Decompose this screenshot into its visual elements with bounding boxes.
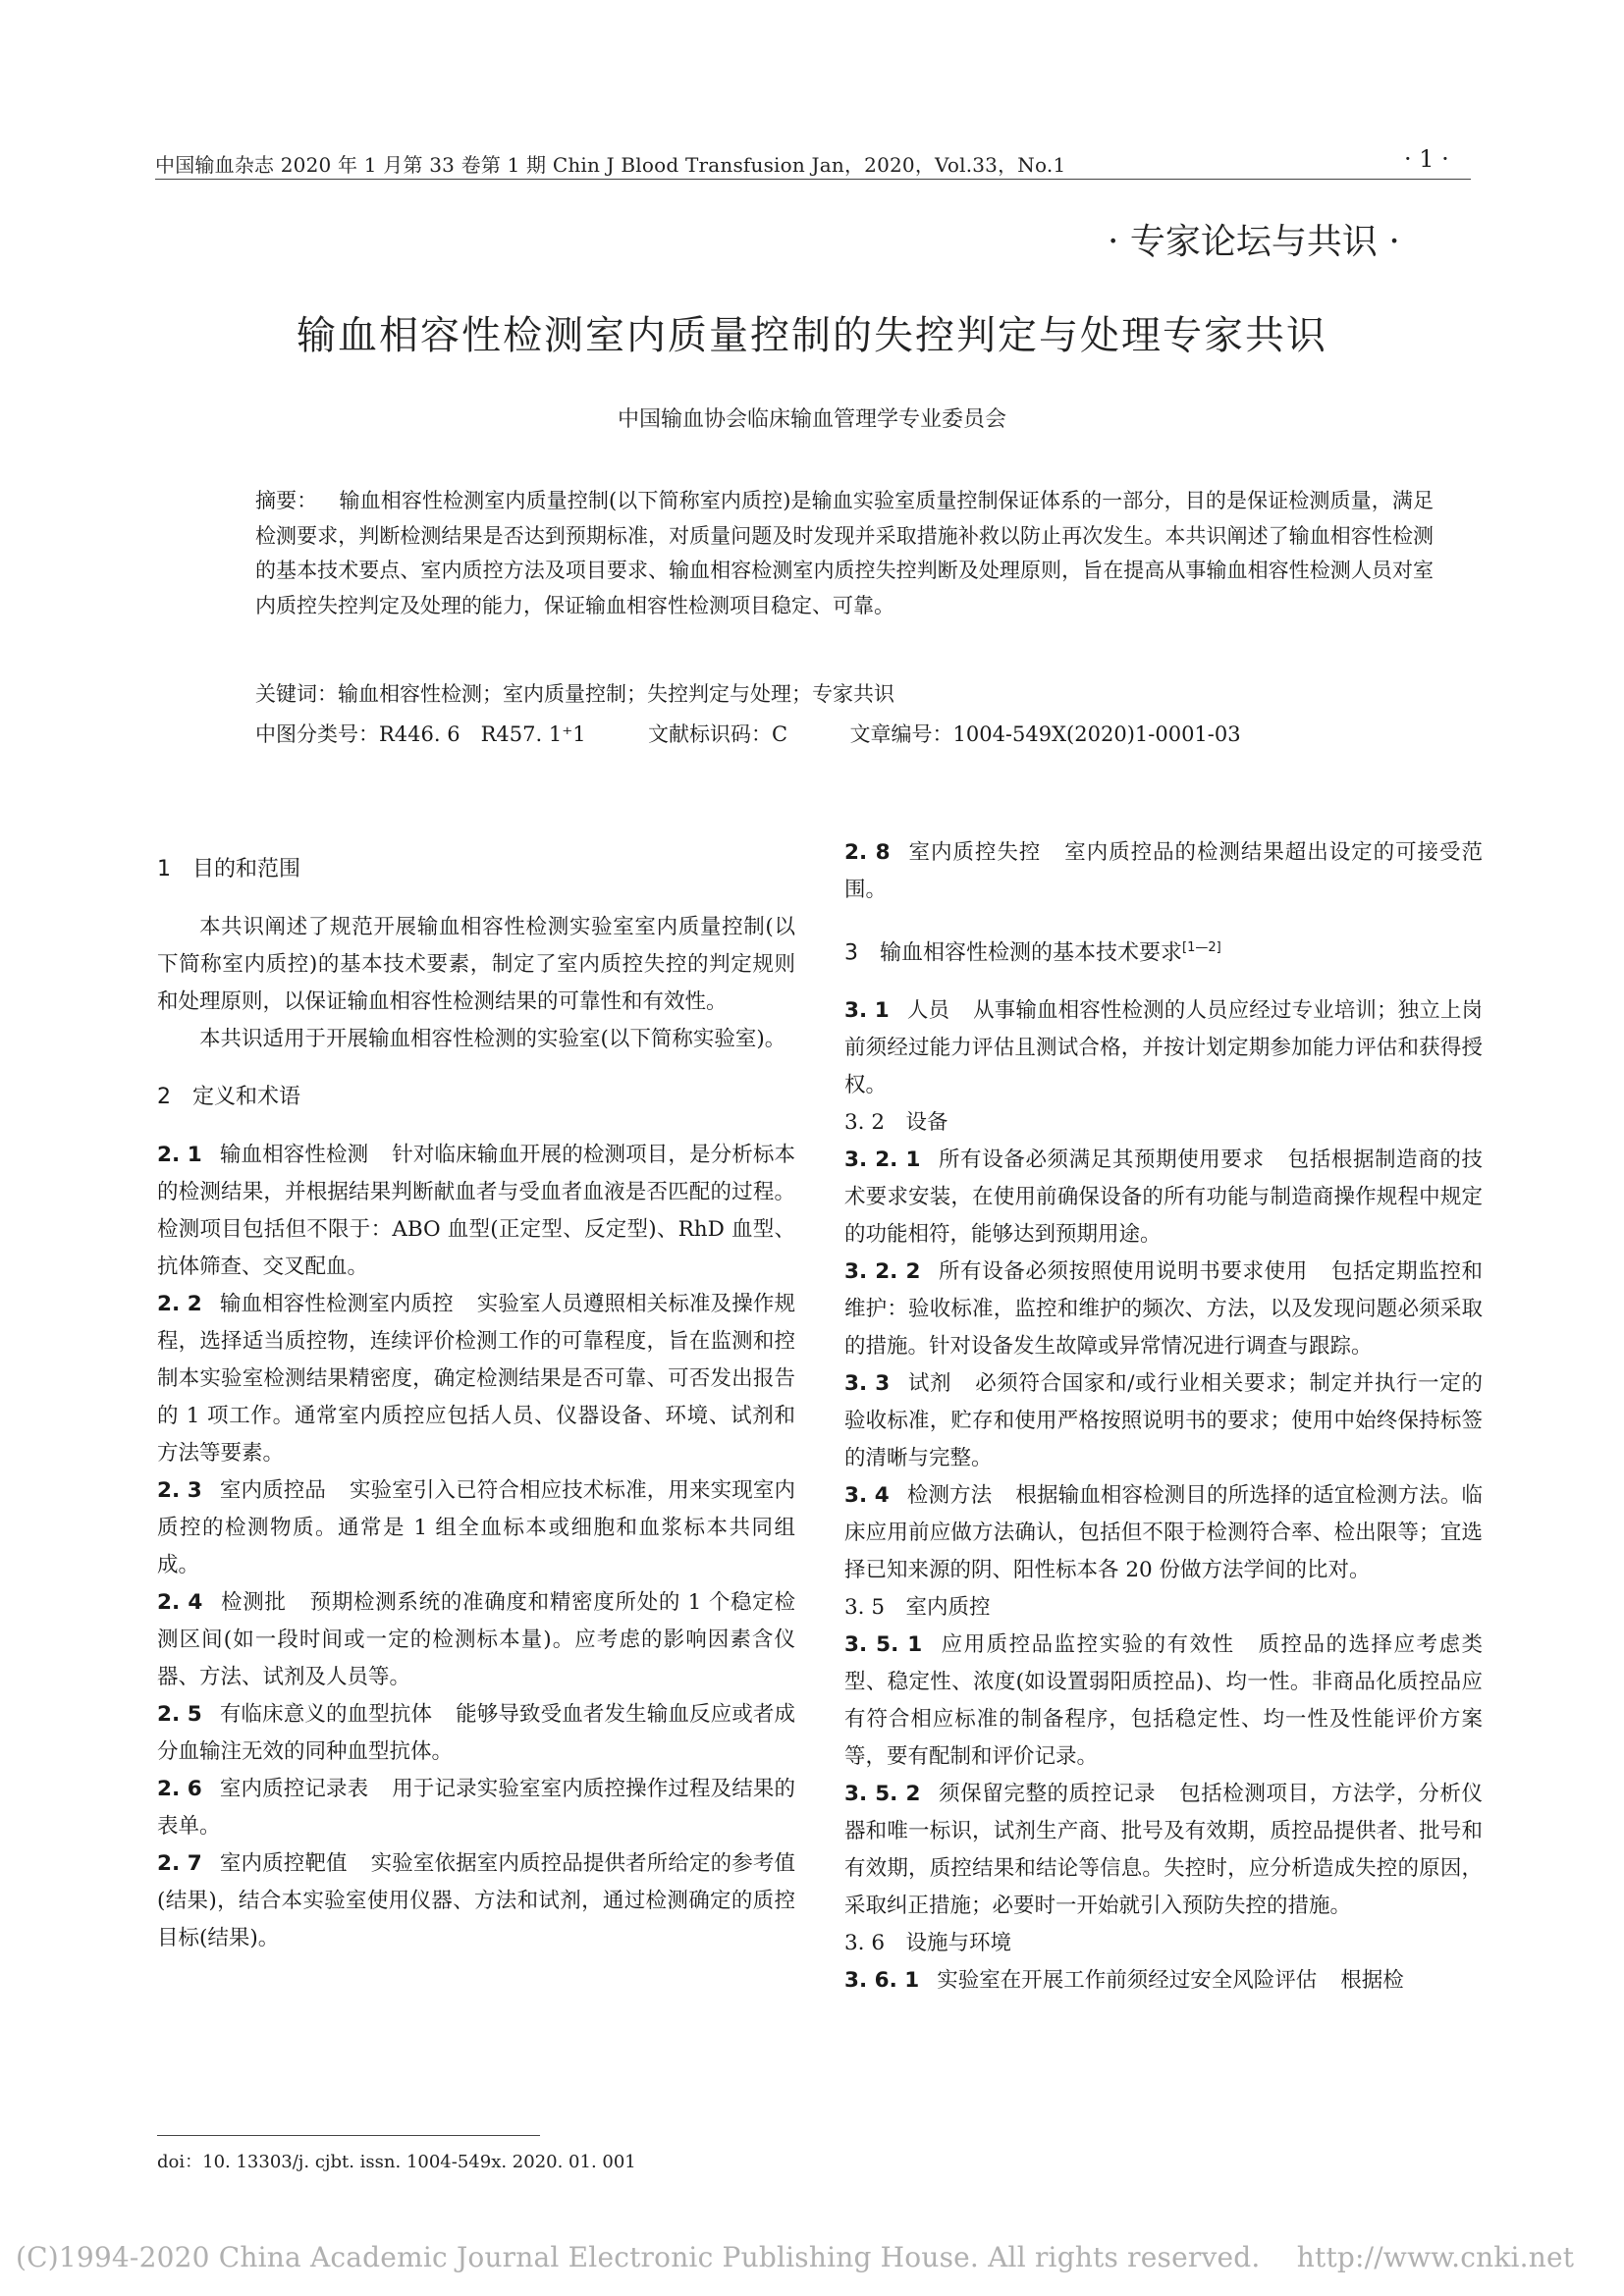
item-number: 2. 1 — [157, 1143, 202, 1167]
item-text: 室内质控品的检测结果超出设定的可接受范围。 — [844, 840, 1483, 902]
item-number: 3. 1 — [844, 998, 890, 1024]
item-number: 2. 5 — [157, 1702, 202, 1727]
item-number: 3. 5. 1 — [844, 1632, 923, 1658]
running-header: 中国输血杂志 2020 年 1 月第 33 卷第 1 期 Chin J Blood Transfusion Jan，2020，Vol.33，No.1 — [155, 153, 1066, 177]
item-text: 实验室引入已符合相应技术标准，用来实现室内质控的检测物质。通常是 1 组全血标本或细胞和血浆标本共同组成。 — [157, 1478, 795, 1577]
item-text: 必须符合国家和/或行业相关要求；制定并执行一定的验收标准，贮存和使用严格按照说明书的要求；使用中始终保持标签的清晰与完整。 — [844, 1371, 1483, 1471]
item-number: 2. 3 — [157, 1478, 202, 1503]
abstract-label: 摘要： — [255, 489, 318, 512]
item-term: 室内质控记录表 — [219, 1777, 369, 1801]
right-column — [844, 834, 1483, 2000]
item-term: 应用质控品监控实验的有效性 — [940, 1632, 1235, 1658]
doi-footnote: doi：10. 13303/j. cjbt. issn. 1004-549x. 2020. 01. 001 — [157, 2152, 636, 2172]
subsection-heading — [844, 1925, 1483, 1962]
article-title: 输血相容性检测室内质量控制的失控判定与处理专家共识 — [297, 313, 1327, 358]
header-rule — [155, 179, 1471, 180]
definition-item — [157, 1771, 795, 1845]
requirement-item — [844, 1365, 1483, 1477]
doc-code-value: C — [772, 722, 788, 746]
section-3-heading — [844, 929, 1483, 973]
item-term: 所有设备必须按照使用说明书要求使用 — [938, 1259, 1308, 1285]
item-text: 从事输血相容性检测的人员应经过专业培训；独立上岗前须经过能力评估且测试合格，并按计划定期参加能力评估和获得授权。 — [844, 998, 1483, 1098]
clc-value: R446. 6 R457. 1⁺1 — [379, 722, 586, 746]
item-number: 3. 4 — [844, 1483, 890, 1509]
item-term: 须保留完整的质控记录 — [938, 1782, 1157, 1807]
item-term: 实验室在开展工作前须经过安全风险评估 — [937, 1968, 1318, 1994]
abstract — [255, 484, 1434, 624]
subsection-heading-text: 3. 6 设施与环境 — [844, 1931, 1012, 1956]
definition-item — [157, 1696, 795, 1771]
requirement-item — [844, 1962, 1483, 2000]
item-term: 有临床意义的血型抗体 — [219, 1702, 433, 1727]
item-text: 包括检测项目，方法学，分析仪器和唯一标识，试剂生产商、批号及有效期，质控品提供者、批号和有效期，质控结果和结论等信息。失控时，应分析造成失控的原因，采取纠正措施；必要时一开始就引入预防失控的措施。 — [844, 1782, 1483, 1919]
abstract-text: 输血相容性检测室内质量控制(以下简称室内质控)是输血实验室质量控制保证体系的一部分，目的是保证检测质量，满足检测要求，判断检测结果是否达到预期标准，对质量问题及时发现并采取措施补救以防止再次发生。本共识阐述了输血相容性检测的基本技术要点、室内质控方法及项目要求、输血相容检测室内质控失控判断及处理原则，旨在提高从事输血相容性检测人员对室内质控失控判定及处理的能力，保证输血相容性检测项目稳定、可靠。 — [255, 489, 1435, 618]
item-text: 包括定期监控和维护：验收标准，监控和维护的频次、方法，以及发现问题必须采取的措施。针对设备发生故障或异常情况进行调查与跟踪。 — [844, 1259, 1483, 1360]
copyright-footer: (C)1994-2020 China Academic Journal Electronic Publishing House. All rights reserved. http://www.cnki.net — [16, 2241, 1575, 2273]
classification-line — [255, 720, 1241, 749]
keywords-label: 关键词： — [255, 682, 338, 706]
section-1-heading: 1 目的和范围 — [157, 857, 300, 881]
requirement-item — [844, 1776, 1483, 1925]
item-term: 室内质控失控 — [907, 840, 1042, 865]
item-text: 实验室依据室内质控品提供者所给定的参考值(结果)，结合本实验室使用仪器、方法和试剂，通过检测确定的质控目标(结果)。 — [157, 1851, 795, 1950]
item-number: 3. 6. 1 — [844, 1968, 920, 1994]
subsection-heading — [844, 1589, 1483, 1627]
item-text: 能够导致受血者发生输血反应或者成分血输注无效的同种血型抗体。 — [157, 1702, 795, 1764]
item-term: 检测批 — [220, 1590, 287, 1615]
requirement-item — [844, 1254, 1483, 1365]
definition-item — [157, 1286, 795, 1472]
item-number: 2. 8 — [844, 840, 891, 865]
keywords — [255, 679, 894, 709]
footnote-rule — [157, 2135, 540, 2136]
item-number: 3. 2. 1 — [844, 1148, 921, 1173]
article-no-value: 1004-549X(2020)1-0001-03 — [952, 722, 1241, 746]
citation-ref: [1—2] — [1182, 940, 1221, 955]
item-term: 输血相容性检测 — [219, 1143, 369, 1167]
item-text: 质控品的选择应考虑类型、稳定性、浓度(如设置弱阳质控品)、均一性。非商品化质控品应有符合相应标准的制备程序，包括稳定性、均一性及性能评价方案等，要有配制和评价记录。 — [844, 1632, 1483, 1770]
section-1-paragraph: 本共识适用于开展输血相容性检测的实验室(以下简称实验室)。 — [199, 1027, 786, 1051]
item-number: 3. 5. 2 — [844, 1782, 921, 1807]
keywords-text: 输血相容性检测；室内质量控制；失控判定与处理；专家共识 — [338, 682, 894, 706]
item-term: 室内质控靶值 — [219, 1851, 348, 1876]
requirement-item — [844, 992, 1483, 1104]
section-1-paragraph: 本共识阐述了规范开展输血相容性检测实验室室内质量控制(以下简称室内质控)的基本技术要素，制定了室内质控失控的判定规则和处理原则，以保证输血相容性检测结果的可靠性和有效性。 — [157, 915, 795, 1014]
item-text: 预期检测系统的准确度和精密度所处的 1 个稳定检测区间(如一段时间或一定的检测标本量)。应考虑的影响因素含仪器、方法、试剂及人员等。 — [157, 1590, 795, 1689]
item-number: 3. 3 — [844, 1371, 891, 1397]
item-number: 2. 2 — [157, 1292, 202, 1316]
left-column — [157, 850, 795, 1957]
definition-item — [157, 1137, 795, 1286]
item-term: 检测方法 — [906, 1483, 993, 1509]
requirement-item — [844, 1477, 1483, 1589]
article-no-label: 文章编号： — [849, 722, 953, 746]
page-number: · 1 · — [1404, 145, 1449, 173]
item-number: 2. 4 — [157, 1590, 203, 1615]
subsection-heading-text: 3. 2 设备 — [844, 1110, 948, 1136]
item-number: 2. 6 — [157, 1777, 202, 1801]
section-label: · 专家论坛与共识 · — [1108, 222, 1400, 262]
section-3-heading-text: 3 输血相容性检测的基本技术要求 — [844, 940, 1182, 966]
subsection-heading — [844, 1104, 1483, 1142]
item-number: 2. 7 — [157, 1851, 202, 1876]
item-number: 3. 2. 2 — [844, 1259, 921, 1285]
subsection-heading-text: 3. 5 室内质控 — [844, 1595, 991, 1621]
item-text: 根据检 — [1340, 1968, 1404, 1994]
clc-label: 中图分类号： — [255, 722, 379, 746]
section-2-heading: 2 定义和术语 — [157, 1085, 300, 1109]
definition-item — [157, 1472, 795, 1584]
item-text: 根据输血相容检测目的所选择的适宜检测方法。临床应用前应做方法确认，包括但不限于检测符合率、检出限等；宜选择已知来源的阴、阳性标本各 20 份做方法学间的比对。 — [844, 1483, 1483, 1583]
item-text: 针对临床输血开展的检测项目，是分析标本的检测结果，并根据结果判断献血者与受血者血液是否匹配的过程。检测项目包括但不限于：ABO 血型(正定型、反定型)、RhD 血型、抗体筛查、交叉配血。 — [157, 1143, 795, 1279]
doc-code-label: 文献标识码： — [648, 722, 773, 746]
item-term: 试剂 — [907, 1371, 952, 1397]
definition-item — [844, 834, 1483, 909]
author: 中国输血协会临床输血管理学专业委员会 — [617, 407, 1006, 432]
item-text: 包括根据制造商的技术要求安装，在使用前确保设备的所有功能与制造商操作规程中规定的功能相符，能够达到预期用途。 — [844, 1148, 1483, 1248]
definition-item — [157, 1584, 795, 1696]
item-term: 室内质控品 — [219, 1478, 326, 1503]
item-term: 所有设备必须满足其预期使用要求 — [938, 1148, 1265, 1173]
item-text: 用于记录实验室室内质控操作过程及结果的表单。 — [157, 1777, 795, 1839]
requirement-item — [844, 1142, 1483, 1254]
item-term: 输血相容性检测室内质控 — [219, 1292, 454, 1316]
item-text: 实验室人员遵照相关标准及操作规程，选择适当质控物，连续评价检测工作的可靠程度，旨在监测和控制本实验室检测结果精密度，确定检测结果是否可靠、可否发出报告的 1 项工作。通常室内质控应包括人员、仪器设备、环境、试剂和方法等要素。 — [157, 1292, 795, 1466]
item-term: 人员 — [906, 998, 950, 1024]
requirement-item — [844, 1627, 1483, 1776]
definition-item — [157, 1845, 795, 1957]
